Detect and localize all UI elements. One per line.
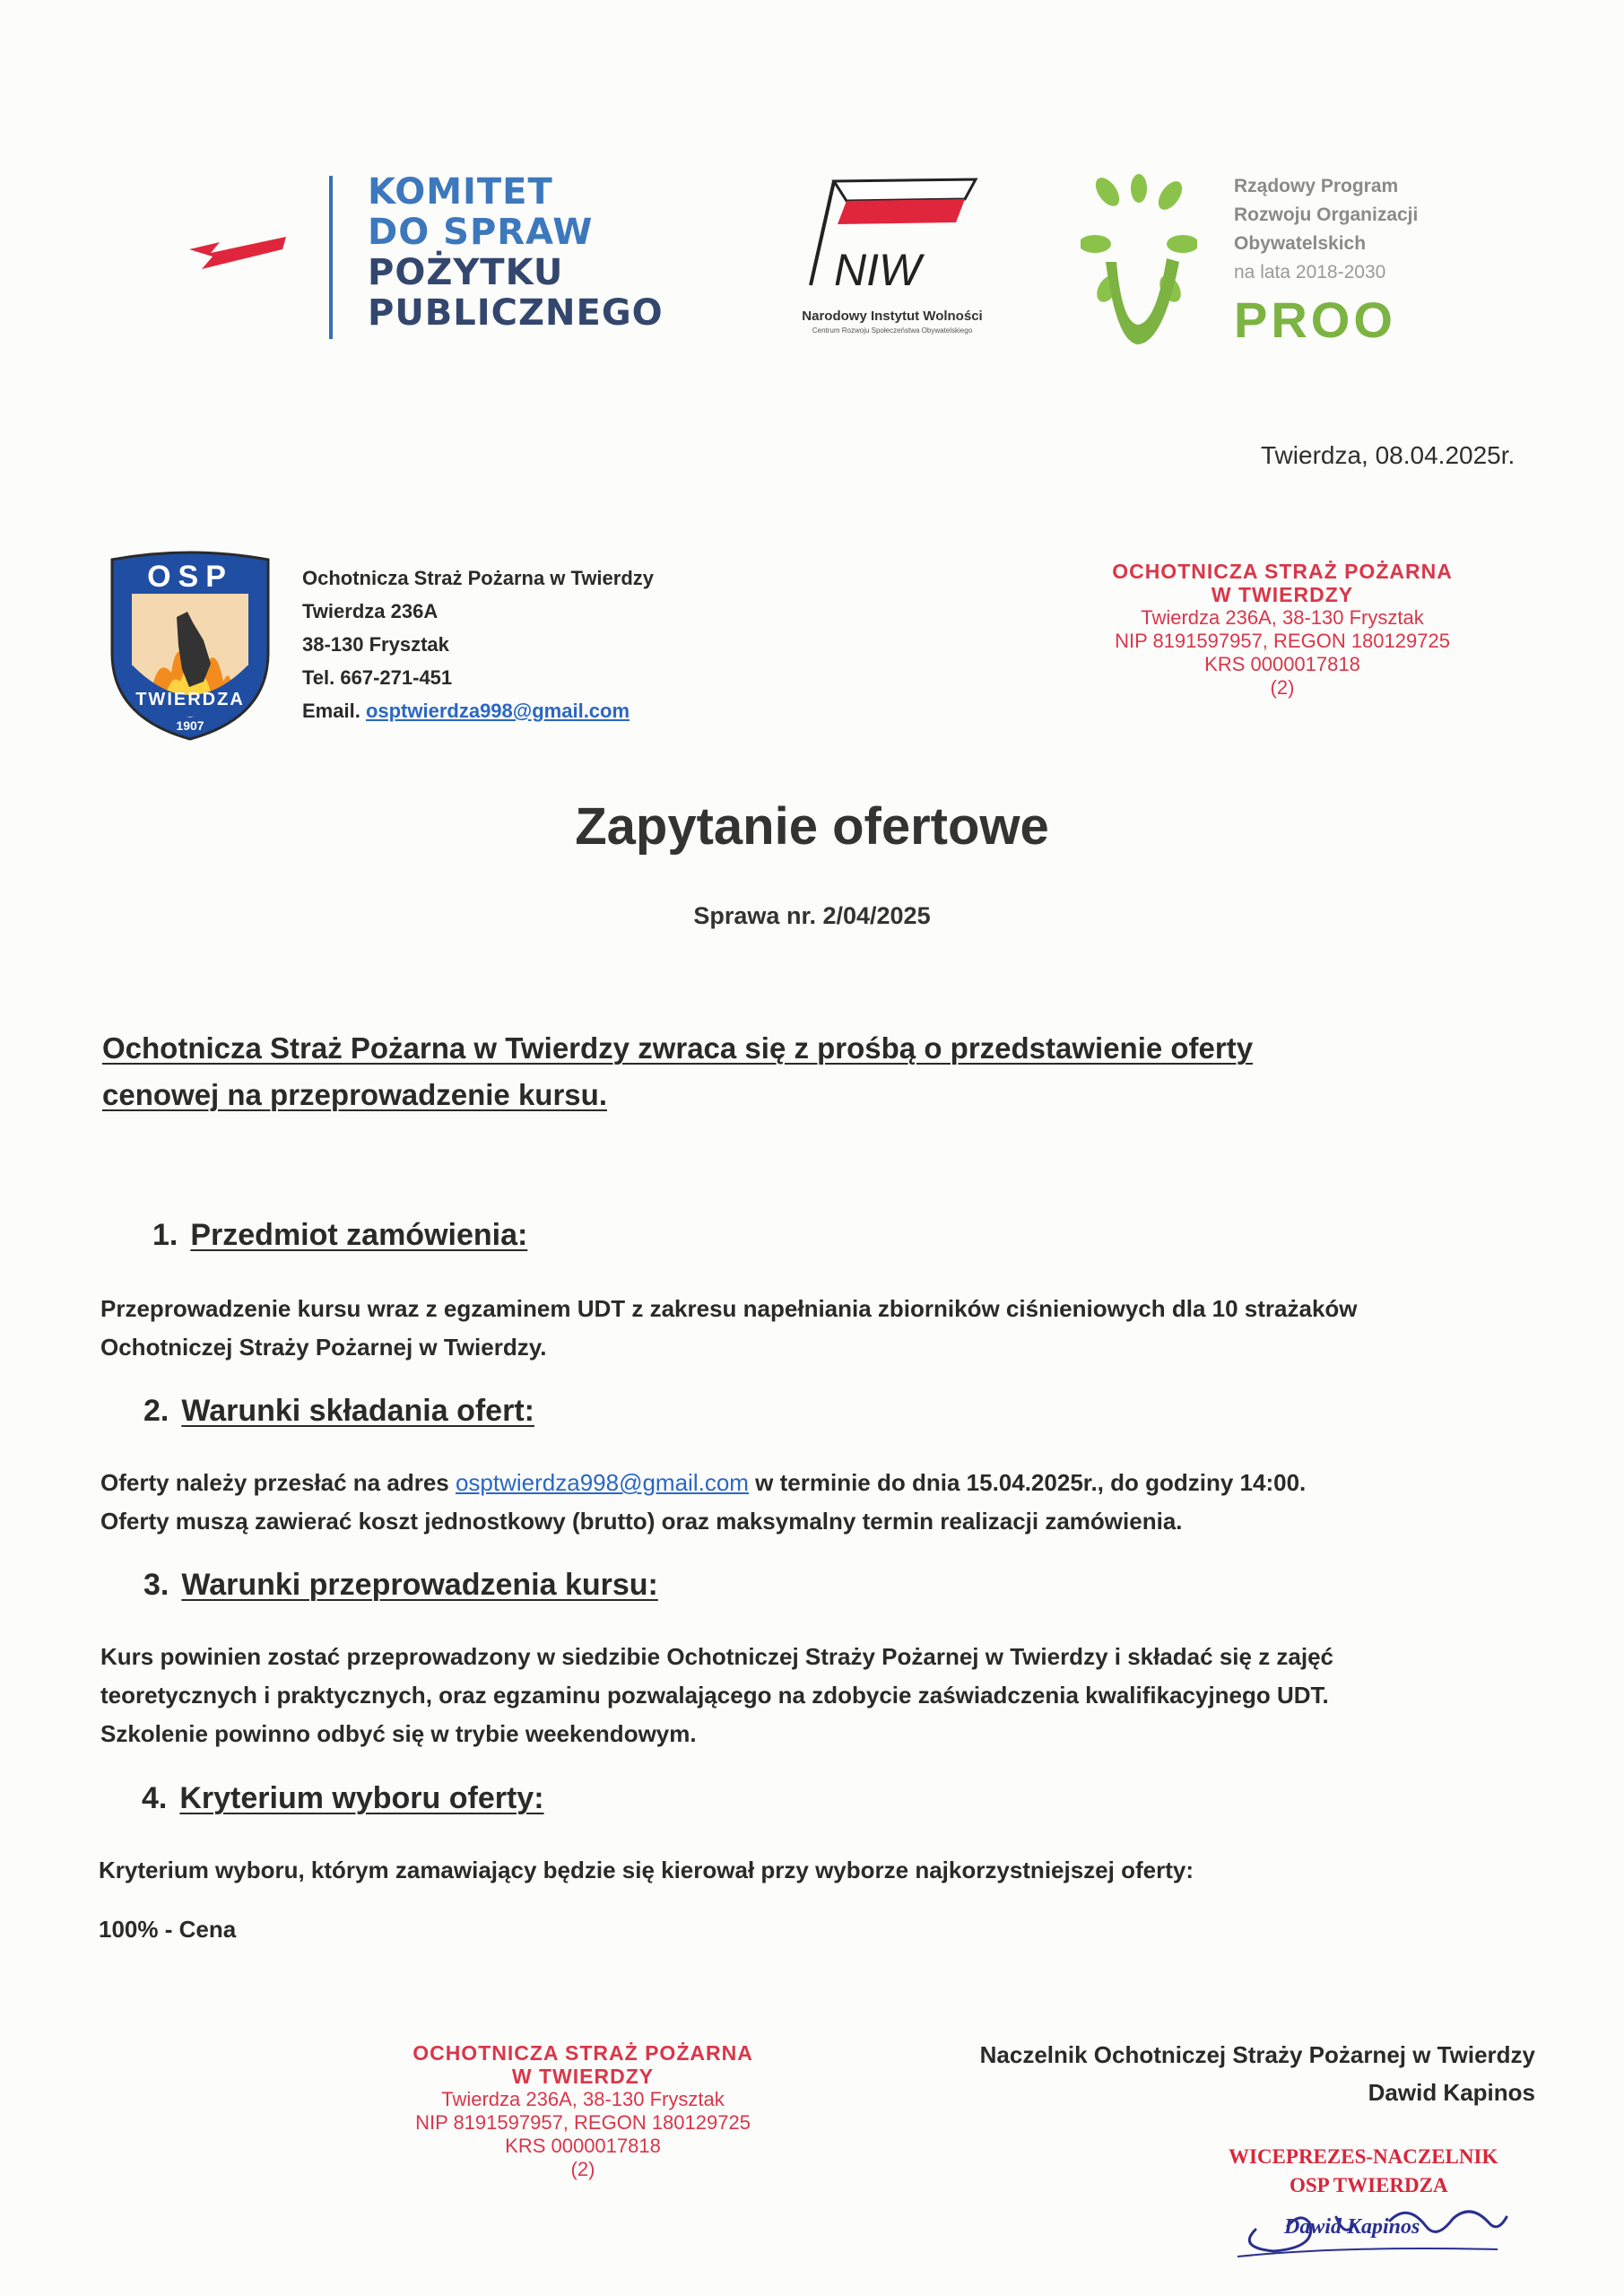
niw-mark: NIW	[834, 245, 922, 295]
osp-badge-logo	[105, 547, 275, 743]
section-4-title: Kryterium wyboru oferty:	[179, 1781, 544, 1815]
proo-line-3: Obywatelskich	[1234, 233, 1367, 254]
section-2-line-1-post: w terminie do dnia 15.04.2025r., do godziny 14:00.	[748, 1469, 1307, 1496]
stamp-bottom-title-1: OCHOTNICZA STRAŻ POŻARNA	[413, 2041, 753, 2065]
section-1-line-2: Ochotniczej Straży Pożarnej w Twierdzy.	[100, 1334, 547, 1361]
signatory-block	[879, 2036, 1535, 2111]
signatory-role: Naczelnik Ochotniczej Straży Pożarnej w Twierdzy	[979, 2041, 1535, 2068]
section-2-line-1	[100, 1464, 1535, 1502]
signatory-name: Dawid Kapinos	[1368, 2079, 1535, 2106]
niw-logo	[798, 170, 986, 300]
stamp-bottom-title-2: W TWIERDZY	[511, 2065, 655, 2088]
section-4-number: 4.	[142, 1781, 168, 1815]
org-phone: Tel. 667-271-451	[302, 666, 453, 689]
org-name: Ochotnicza Straż Pożarna w Twierdzy	[302, 567, 655, 589]
section-3-line-1: Kurs powinien zostać przeprowadzony w siedzibie Ochotniczej Straży Pożarnej w Twierdzy i składać się z zajęć	[100, 1643, 1334, 1670]
section-1-line-1: Przeprowadzenie kursu wraz z egzaminem UDT z zakresu napełniania zbiorników ciśnieniowych dla 10 strażaków	[100, 1295, 1358, 1322]
org-email-link[interactable]: osptwierdza998@gmail.com	[365, 700, 630, 722]
stamp-bottom-line-1: Twierdza 236A, 38-130 Frysztak	[441, 2088, 725, 2110]
niw-name: Narodowy Instytut Wolności	[802, 309, 983, 324]
stamp-bottom-line-2: NIP 8191597957, REGON 180129725	[415, 2111, 751, 2134]
section-2-email-link[interactable]: osptwierdza998@gmail.com	[455, 1469, 749, 1496]
case-number: Sprawa nr. 2/04/2025	[693, 902, 931, 929]
proo-line-2: Rozwoju Organizacji	[1234, 204, 1419, 225]
sig-stamp-line-1: WICEPREZES-NACZELNIK	[1229, 2145, 1498, 2168]
section-3-line-2: teoretycznych i praktycznych, oraz egzaminu pozwalającego na zdobycie zaświadczenia kwalifikacyjnego UDT.	[100, 1682, 1329, 1709]
stamp-top-line-1: Twierdza 236A, 38-130 Frysztak	[1141, 606, 1424, 629]
section-3-title: Warunki przeprowadzenia kursu:	[181, 1568, 658, 1602]
section-3-number: 3.	[143, 1568, 169, 1602]
proo-years: na lata 2018-2030	[1234, 262, 1386, 283]
section-2-line-2: Oferty muszą zawierać koszt jednostkowy (brutto) oraz maksymalny termin realizacji zamówienia.	[100, 1508, 1183, 1535]
section-1-heading	[152, 1218, 527, 1253]
intro-line-2: cenowej na przeprowadzenie kursu.	[102, 1078, 607, 1111]
section-3-heading	[143, 1568, 658, 1603]
section-4-result	[99, 1910, 1533, 1949]
badge-year: 1907	[176, 718, 204, 733]
section-3-body	[100, 1638, 1535, 1753]
section-2-body	[100, 1464, 1535, 1541]
proo-logo-text	[1234, 172, 1418, 352]
document-date: Twierdza, 08.04.2025r.	[1261, 441, 1515, 469]
stamp-top-line-2: NIP 8191597957, REGON 180129725	[1115, 630, 1450, 652]
section-4-heading	[142, 1781, 544, 1816]
section-4-body	[99, 1851, 1533, 1890]
badge-top-text: OSP	[147, 560, 233, 594]
section-3-line-3: Szkolenie powinno odbyć się w trybie weekendowym.	[100, 1720, 697, 1747]
niw-subtitle: Centrum Rozwoju Społeczeństwa Obywatelskiego	[812, 326, 973, 335]
stamp-top-line-3: KRS 0000017818	[1204, 653, 1360, 675]
intro-paragraph	[102, 1025, 1447, 1118]
sig-stamp-name: Dawid Kapinos	[1284, 2215, 1420, 2239]
stamp-top-title-2: W TWIERDZY	[1211, 583, 1354, 606]
section-4-line-1: Kryterium wyboru, którym zamawiający będzie się kierował przy wyborze najkorzystniejszej oferty:	[99, 1857, 1194, 1883]
org-stamp-bottom	[350, 2041, 816, 2181]
proo-flower-icon	[1081, 172, 1197, 352]
sig-stamp-line-2: OSP TWIERDZA	[1290, 2174, 1448, 2196]
section-2-title: Warunki składania ofert:	[181, 1394, 534, 1428]
org-address-line-1: Twierdza 236A	[302, 600, 439, 622]
org-stamp-top	[1058, 560, 1507, 700]
stamp-top-title-1: OCHOTNICZA STRAŻ POŻARNA	[1112, 560, 1453, 583]
badge-ring-text: TWIERDZA	[135, 690, 245, 709]
kppp-line-4: PUBLICZNEGO	[368, 292, 664, 334]
stamp-bottom-line-4: (2)	[570, 2158, 595, 2180]
kppp-line-1: KOMITET	[368, 171, 553, 213]
logo-divider	[329, 176, 333, 339]
section-2-line-1-pre: Oferty należy przesłać na adres	[100, 1469, 456, 1496]
org-email-label: Email.	[302, 700, 360, 722]
selection-criterion: 100% - Cena	[99, 1916, 237, 1943]
intro-line-1: Ochotnicza Straż Pożarna w Twierdzy zwraca się z prośbą o przedstawienie oferty	[102, 1031, 1254, 1065]
section-2-number: 2.	[143, 1394, 169, 1428]
org-address-block	[302, 561, 654, 727]
section-1-title: Przedmiot zamówienia:	[190, 1218, 528, 1252]
proo-line-1: Rządowy Program	[1234, 176, 1399, 196]
section-2-heading	[143, 1394, 534, 1429]
niw-caption	[776, 309, 1009, 335]
proo-brand: PROO	[1234, 291, 1396, 348]
org-address-line-2: 38-130 Frysztak	[302, 633, 449, 656]
kppp-line-2: DO SPRAW	[368, 212, 594, 253]
section-1-number: 1.	[152, 1218, 178, 1252]
signature-stamp	[1202, 2140, 1542, 2283]
section-1-body	[100, 1290, 1535, 1367]
kppp-logo-text	[368, 172, 664, 334]
kppp-line-3: POŻYTKU	[368, 252, 564, 293]
poland-flag-logo	[184, 222, 291, 283]
stamp-bottom-line-3: KRS 0000017818	[505, 2135, 661, 2157]
document-title: Zapytanie ofertowe	[575, 797, 1049, 856]
org-email-row	[302, 694, 654, 727]
stamp-top-line-4: (2)	[1270, 676, 1295, 699]
